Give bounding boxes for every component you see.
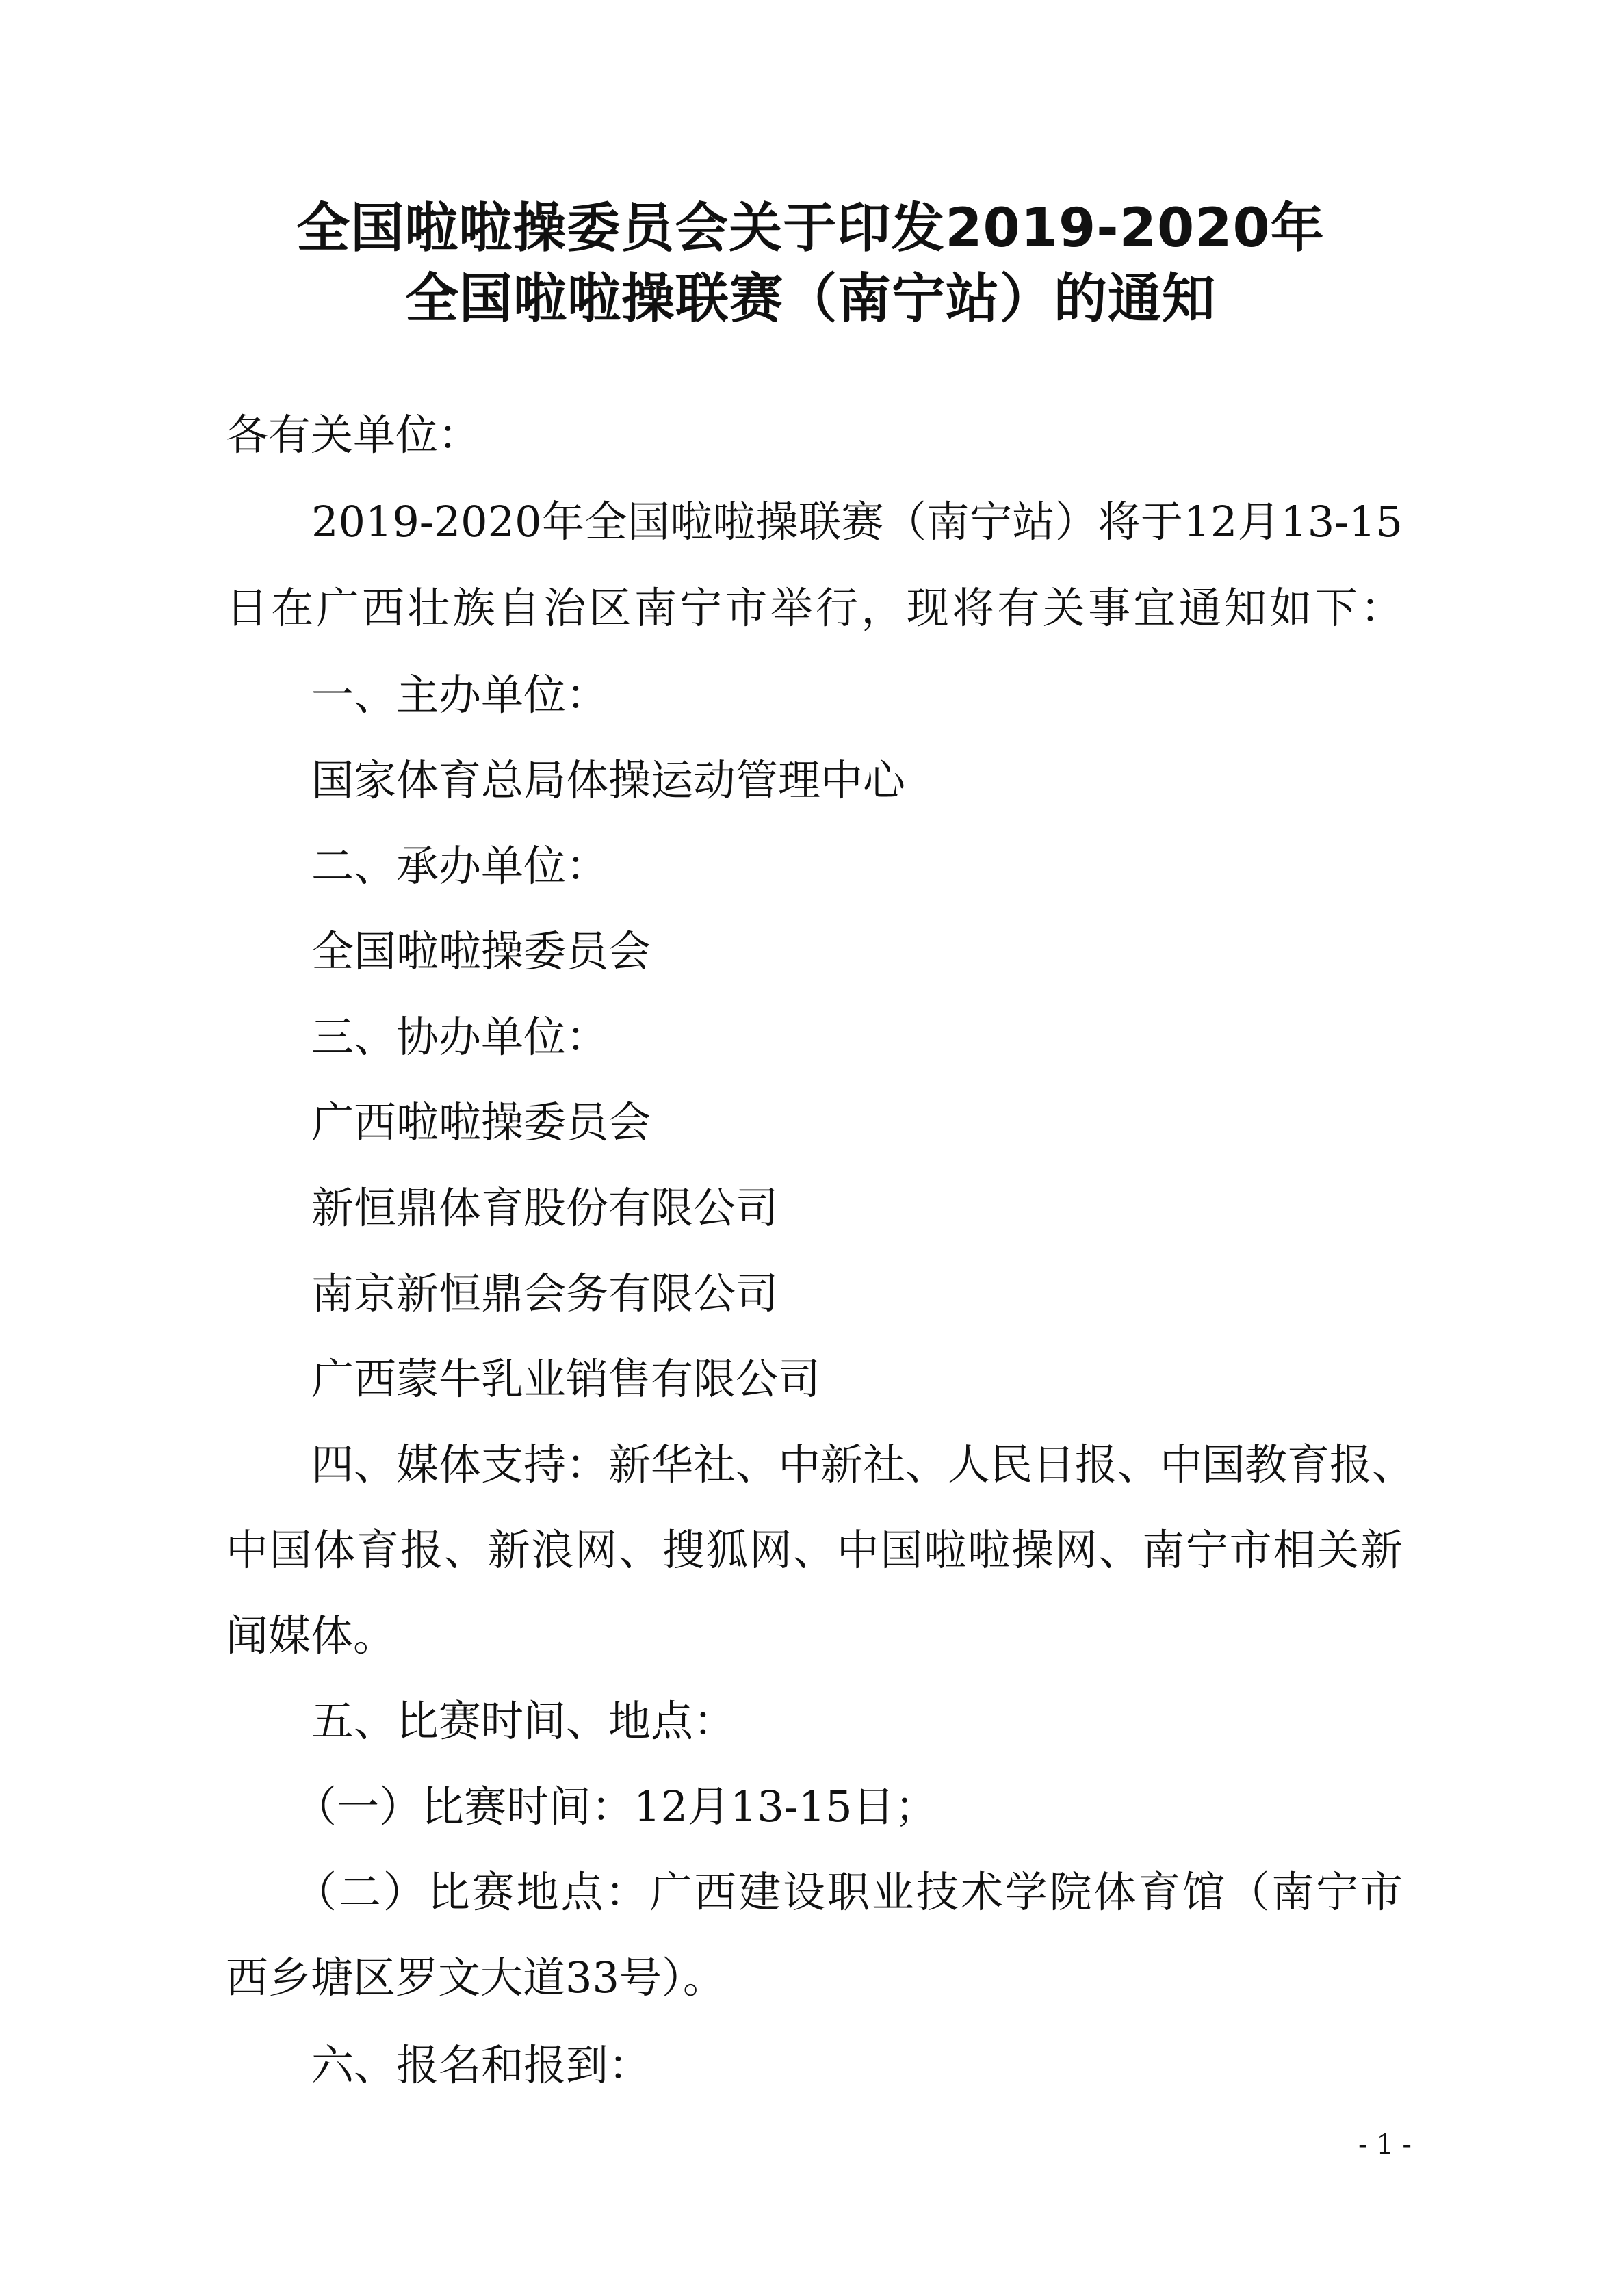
intro-line-2: 日在广西壮族自治区南宁市举行，现将有关事宜通知如下： — [226, 583, 1403, 633]
section-4-line-3: 闻媒体。 — [226, 1610, 396, 1660]
co-organizer-4: 广西蒙牛乳业销售有限公司 — [311, 1354, 821, 1404]
competition-time: （一）比赛时间：12月13-15日； — [294, 1782, 937, 1831]
page-number: - 1 - — [1358, 2129, 1412, 2161]
section-1-heading: 一、主办单位： — [311, 670, 609, 720]
host-organization: 全国啦啦操委员会 — [311, 926, 651, 976]
co-organizer-2: 新恒鼎体育股份有限公司 — [311, 1183, 779, 1233]
document-title-line-1: 全国啦啦操委员会关于印发2019-2020年 — [296, 198, 1325, 259]
document-title-line-2: 全国啦啦操联赛（南宁站）的通知 — [404, 268, 1216, 330]
co-organizer-1: 广西啦啦操委员会 — [311, 1097, 651, 1147]
salutation: 各有关单位： — [226, 410, 481, 460]
intro-line-1: 2019-2020年全国啦啦操联赛（南宁站）将于12月13-15 — [311, 497, 1403, 547]
organizer: 国家体育总局体操运动管理中心 — [311, 755, 906, 805]
section-4-line-1: 四、媒体支持：新华社、中新社、人民日报、中国教育报、 — [311, 1439, 1415, 1489]
section-5-heading: 五、比赛时间、地点： — [311, 1696, 736, 1746]
section-6-heading: 六、报名和报到： — [311, 2040, 651, 2090]
section-2-heading: 二、承办单位： — [311, 841, 609, 891]
section-4-line-2: 中国体育报、新浪网、搜狐网、中国啦啦操网、南宁市相关新 — [226, 1525, 1403, 1575]
co-organizer-3: 南京新恒鼎会务有限公司 — [311, 1268, 779, 1318]
section-3-heading: 三、协办单位： — [311, 1012, 609, 1062]
competition-place-line-2: 西乡塘区罗文大道33号）。 — [226, 1953, 725, 2003]
competition-place-line-1: （二）比赛地点：广西建设职业技术学院体育馆（南宁市 — [294, 1867, 1403, 1917]
